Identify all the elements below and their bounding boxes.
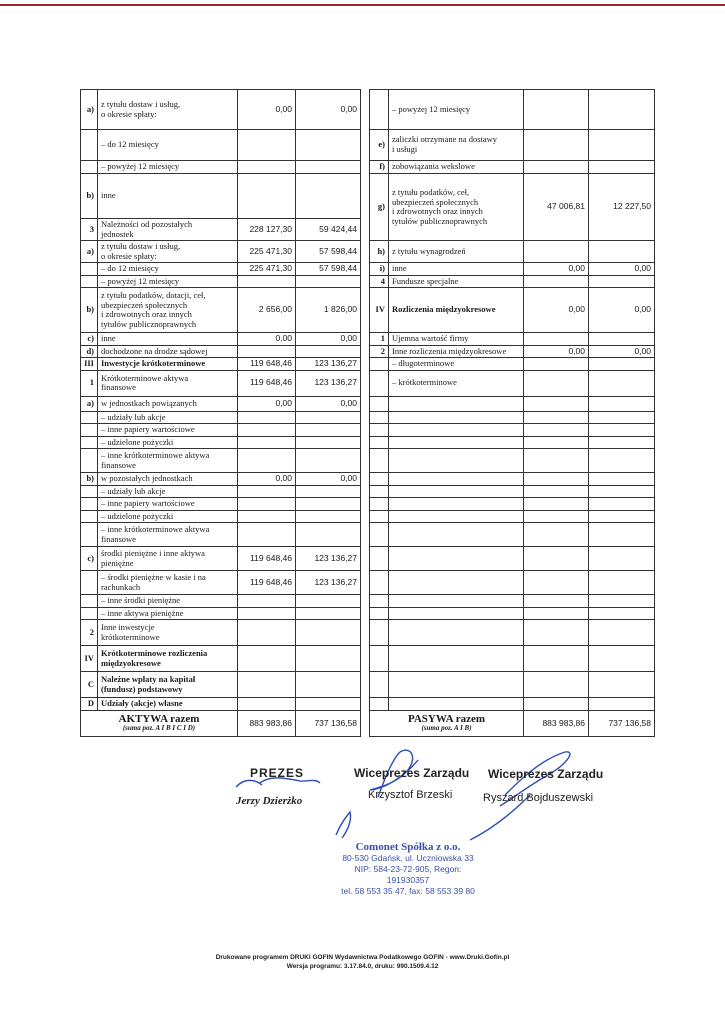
left-row-label: inne [98,333,238,346]
left-row-label: środki pieniężne i inne aktywa pieniężne [98,547,238,571]
left-row-label: – do 12 miesięcy [98,130,238,161]
left-row-current-value: 228 127,30 [238,219,296,241]
left-row-previous-value: 0,00 [296,473,361,486]
left-row-label: dochodzone na drodze sądowej [98,345,238,358]
company-stamp [333,841,483,897]
pasywa-total-subtitle: (suma poz. A I B) [421,724,472,733]
left-row-previous-value: 123 136,27 [296,370,361,396]
aktywa-total-title: AKTYWA razem [118,712,200,725]
left-row-mark: a) [81,241,98,263]
left-row-mark: 1 [81,370,98,396]
stamp-phone: tel. 58 553 35 47, fax: 58 553 39 80 [341,885,475,896]
pasywa-total-title: PASYWA razem [407,712,486,725]
right-row-mark: f) [370,161,389,174]
left-row-mark: b) [81,473,98,486]
left-row-current-value: 119 648,46 [238,358,296,371]
right-row-label: inne [389,263,524,276]
left-row-current-value: 119 648,46 [238,571,296,595]
left-row-mark: c) [81,333,98,346]
left-row-label: – inne krótkoterminowe aktywa finansowe [98,523,238,547]
left-row-label: Należności od pozostałych jednostek [98,219,238,241]
left-row-mark: b) [81,288,98,333]
left-row-label: – inne papiery wartościowe [98,498,238,511]
left-row-label: – powyżej 12 miesięcy [98,161,238,174]
left-row-label: – udzielone pożyczki [98,510,238,523]
right-row-label: Rozliczenia międzyokresowe [389,288,524,333]
right-row-mark: e) [370,130,389,161]
right-row-label: – krótkoterminowe [389,370,524,396]
right-row-label: z tytułu wynagrodzeń [389,241,524,263]
left-row-label: – udziały lub akcje [98,411,238,424]
right-row-mark: i) [370,263,389,276]
left-row-label: Inne inwestycje krótkoterminowe [98,620,238,646]
left-row-previous-value: 0,00 [296,90,361,130]
footer-version-line: Wersja programu: 3.17.84.0, druku: 990.1509.4.12 [286,963,439,970]
right-row-mark: 4 [370,275,389,288]
right-row-label: – długoterminowe [389,358,524,371]
vice-president-2-title: Wiceprezes Zarządu [488,767,604,781]
left-row-mark: a) [81,396,98,411]
right-row-current-value: 0,00 [524,263,589,276]
left-row-previous-value: 123 136,27 [296,358,361,371]
right-row-current-value: 0,00 [524,345,589,358]
right-row-previous-value: 0,00 [589,345,655,358]
right-row-current-value: 0,00 [524,288,589,333]
left-row-current-value: 0,00 [238,473,296,486]
right-row-mark: h) [370,241,389,263]
left-row-mark: C [81,672,98,698]
right-row-label: Inne rozliczenia międzyokresowe [389,345,524,358]
left-row-previous-value: 0,00 [296,396,361,411]
left-row-mark: a) [81,90,98,130]
left-row-label: – inne krótkoterminowe aktywa finansowe [98,449,238,473]
left-row-current-value: 0,00 [238,90,296,130]
right-row-previous-value: 0,00 [589,263,655,276]
right-row-mark: g) [370,174,389,241]
left-row-mark: III [81,358,98,371]
left-row-current-value: 0,00 [238,396,296,411]
left-row-mark: IV [81,646,98,672]
prezes-name: Jerzy Dzierżko [236,795,303,807]
aktywa-total-current: 883 983,86 [238,710,296,736]
right-row-previous-value: 0,00 [589,288,655,333]
stamp-company: Comonet Spółka z o.o. [355,841,461,853]
aktywa-total-previous: 737 136,58 [296,710,361,736]
footer-program-line: Drukowane programem DRUKI GOFIN Wydawnictwa Podatkowego GOFIN - www.Druki.Gofin.pl [215,954,510,961]
pasywa-total-current: 883 983,86 [524,710,589,736]
right-row-mark: 2 [370,345,389,358]
vice-president-1-name: Krzysztof Brzeski [368,789,453,801]
left-row-previous-value: 123 136,27 [296,547,361,571]
left-row-label: – inne papiery wartościowe [98,424,238,437]
left-row-label: – inne aktywa pieniężne [98,607,238,620]
left-row-label: Należne wpłaty na kapitał (fundusz) podstawowy [98,672,238,698]
pasywa-total-previous: 737 136,58 [589,710,655,736]
left-row-label: z tytułu dostaw i usług, o okresie spłaty: [98,241,238,263]
left-row-mark: d) [81,345,98,358]
left-row-label: Krótkoterminowe rozliczenia międzyokresowe [98,646,238,672]
stamp-address: 80-530 Gdańsk, ul. Uczniowska 33 [342,853,474,863]
right-row-mark: 1 [370,333,389,346]
right-row-label: – powyżej 12 miesięcy [389,90,524,130]
right-row-label: Ujemna wartość firmy [389,333,524,346]
left-row-label: – do 12 miesięcy [98,263,238,276]
right-row-label: zobowiązania wekslowe [389,161,524,174]
left-row-current-value: 225 471,30 [238,241,296,263]
right-row-label: z tytułu podatków, ceł, ubezpieczeń społecznych i zdrowotnych oraz innych tytułów publicznoprawnych [389,174,524,241]
right-row-previous-value: 12 227,50 [589,174,655,241]
left-row-previous-value: 123 136,27 [296,571,361,595]
right-row-mark: IV [370,288,389,333]
left-row-previous-value: 1 826,00 [296,288,361,333]
left-row-label: – środki pieniężne w kasie i na rachunkach [98,571,238,595]
left-row-label: Krótkoterminowe aktywa finansowe [98,370,238,396]
left-row-label: z tytułu dostaw i usług, o okresie spłaty: [98,90,238,130]
left-row-previous-value: 57 598,44 [296,263,361,276]
left-row-current-value: 119 648,46 [238,547,296,571]
left-row-label: w pozostałych jednostkach [98,473,238,486]
left-row-label: w jednostkach powiązanych [98,396,238,411]
prezes-title: PREZES [250,766,305,780]
stamp-ids: NIP: 584-23-72-905, Regon: 191930357 [354,863,462,885]
left-row-label: – udziały lub akcje [98,485,238,498]
left-row-current-value: 0,00 [238,333,296,346]
vice-president-2-name: Ryszard Bojduszewski [483,792,594,804]
left-row-label: Inwestycje krótkoterminowe [98,358,238,371]
left-row-label: – udzielone pożyczki [98,436,238,449]
right-row-current-value: 47 006,81 [524,174,589,241]
left-row-current-value: 225 471,30 [238,263,296,276]
left-row-mark: D [81,698,98,711]
left-row-mark: b) [81,174,98,219]
right-row-label: Fundusze specjalne [389,275,524,288]
left-row-previous-value: 59 424,44 [296,219,361,241]
right-row-label: zaliczki otrzymane na dostawy i usługi [389,130,524,161]
left-row-previous-value: 57 598,44 [296,241,361,263]
left-row-label: – powyżej 12 miesięcy [98,275,238,288]
left-row-mark: 2 [81,620,98,646]
left-row-label: – inne środki pieniężne [98,595,238,608]
left-row-mark: c) [81,547,98,571]
left-row-current-value: 2 656,00 [238,288,296,333]
vice-president-1-title: Wiceprezes Zarządu [354,766,470,780]
left-row-label: z tytułu podatków, dotacji, ceł, ubezpieczeń społecznych i zdrowotnych oraz innych tytułów publicznoprawnych [98,288,238,333]
left-row-previous-value: 0,00 [296,333,361,346]
left-row-label: inne [98,174,238,219]
aktywa-total-subtitle: (suma poz. A I B I C I D) [122,724,196,733]
left-row-label: Udziały (akcje) własne [98,698,238,711]
left-row-current-value: 119 648,46 [238,370,296,396]
left-row-mark: 3 [81,219,98,241]
